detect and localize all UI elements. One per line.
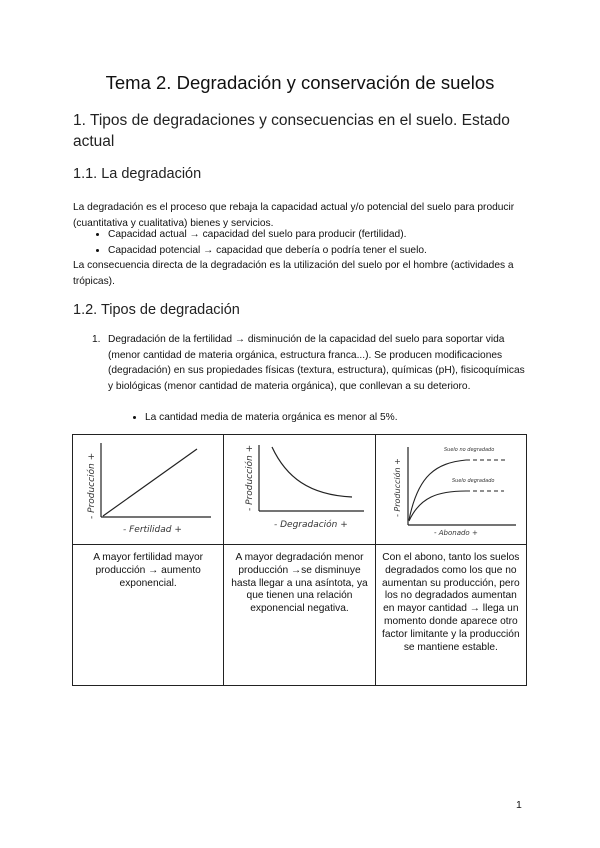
caption-cell-degradation [224,545,375,686]
graph-cell-degradation [224,435,375,545]
caption-fertilizer: Con el abono, tanto los suelos degradados como los que no aumentan su producción, pero los no degradados aumentan en mayor cantidad → llega un momento donde aparece otro factor limitante y la producción se mantiene estable. [382,552,520,653]
degradation-definition: La degradación es el proceso que rebaja la capacidad actual y/o potencial del suelo para producir (cuantitativa y cualitativa) bienes y servicios. [73,202,515,229]
x-axis-label: - Abonado + [433,529,478,537]
graph-degradation [224,435,375,544]
graph-cell-fertility [73,435,224,545]
non-degraded-curve [409,460,466,520]
non-degraded-label: Suelo no degradado [443,447,494,453]
degraded-curve [409,491,466,521]
fertility-degradation-text: Degradación de la fertilidad → disminución de la capacidad del suelo para soportar vida (menor cantidad de materia orgánica, estructura franca...). Se producen modificaciones (degradación) en sus propiedades físicas (textura, estructura), químicas (pH), fisicoquímicas y biológicas (menor cantidad de materia orgánica), que conllevan a su deterioro. [108,334,525,392]
page-number: 1 [516,799,522,811]
x-axis-label: - Fertilidad + [123,525,182,535]
organic-matter-list [128,410,398,426]
graphs-table [72,434,527,686]
graph-fertility [73,435,224,544]
caption-fertility: A mayor fertilidad mayor producción → aumento exponencial. [93,552,204,589]
production-line [103,449,197,516]
capacity-list [90,227,427,258]
section-1-1-heading: 1.1. La degradación [73,166,202,182]
degraded-label: Suelo degradado [451,478,495,484]
list-item: • Capacidad actual → capacidad del suelo para producir (fertilidad). [108,227,427,243]
section-1-2-heading: 1.2. Tipos de degradación [73,302,240,318]
production-curve [272,447,352,497]
degradation-consequence: La consecuencia directa de la degradación es la utilización del suelo por el hombre (actividades a trópicas). [73,260,514,287]
caption-degradation: A mayor degradación menor producción →se disminuye hasta llegar a una asíntota, ya que tienen una relación exponencial negativa. [231,552,368,615]
page-title: Tema 2. Degradación y conservación de suelos [105,72,495,93]
caption-cell-fertility [73,545,224,686]
graph-fertilizer [376,435,527,544]
y-axis-label: - Producción + [245,444,256,511]
section-1-heading: 1. Tipos de degradaciones y consecuencias en el suelo. Estado actual [73,112,510,150]
numbered-list [92,332,532,394]
x-axis-label: - Degradación + [274,520,349,530]
list-item: • La cantidad media de materia orgánica es menor al 5%. [145,410,398,426]
y-axis-label: - Producción + [392,458,402,517]
caption-cell-fertilizer [375,545,526,686]
list-item: • Capacidad potencial → capacidad que debería o podría tener el suelo. [108,243,427,259]
y-axis-label: - Producción + [87,452,97,519]
graph-cell-fertilizer [375,435,526,545]
list-number: 1. [92,334,101,345]
